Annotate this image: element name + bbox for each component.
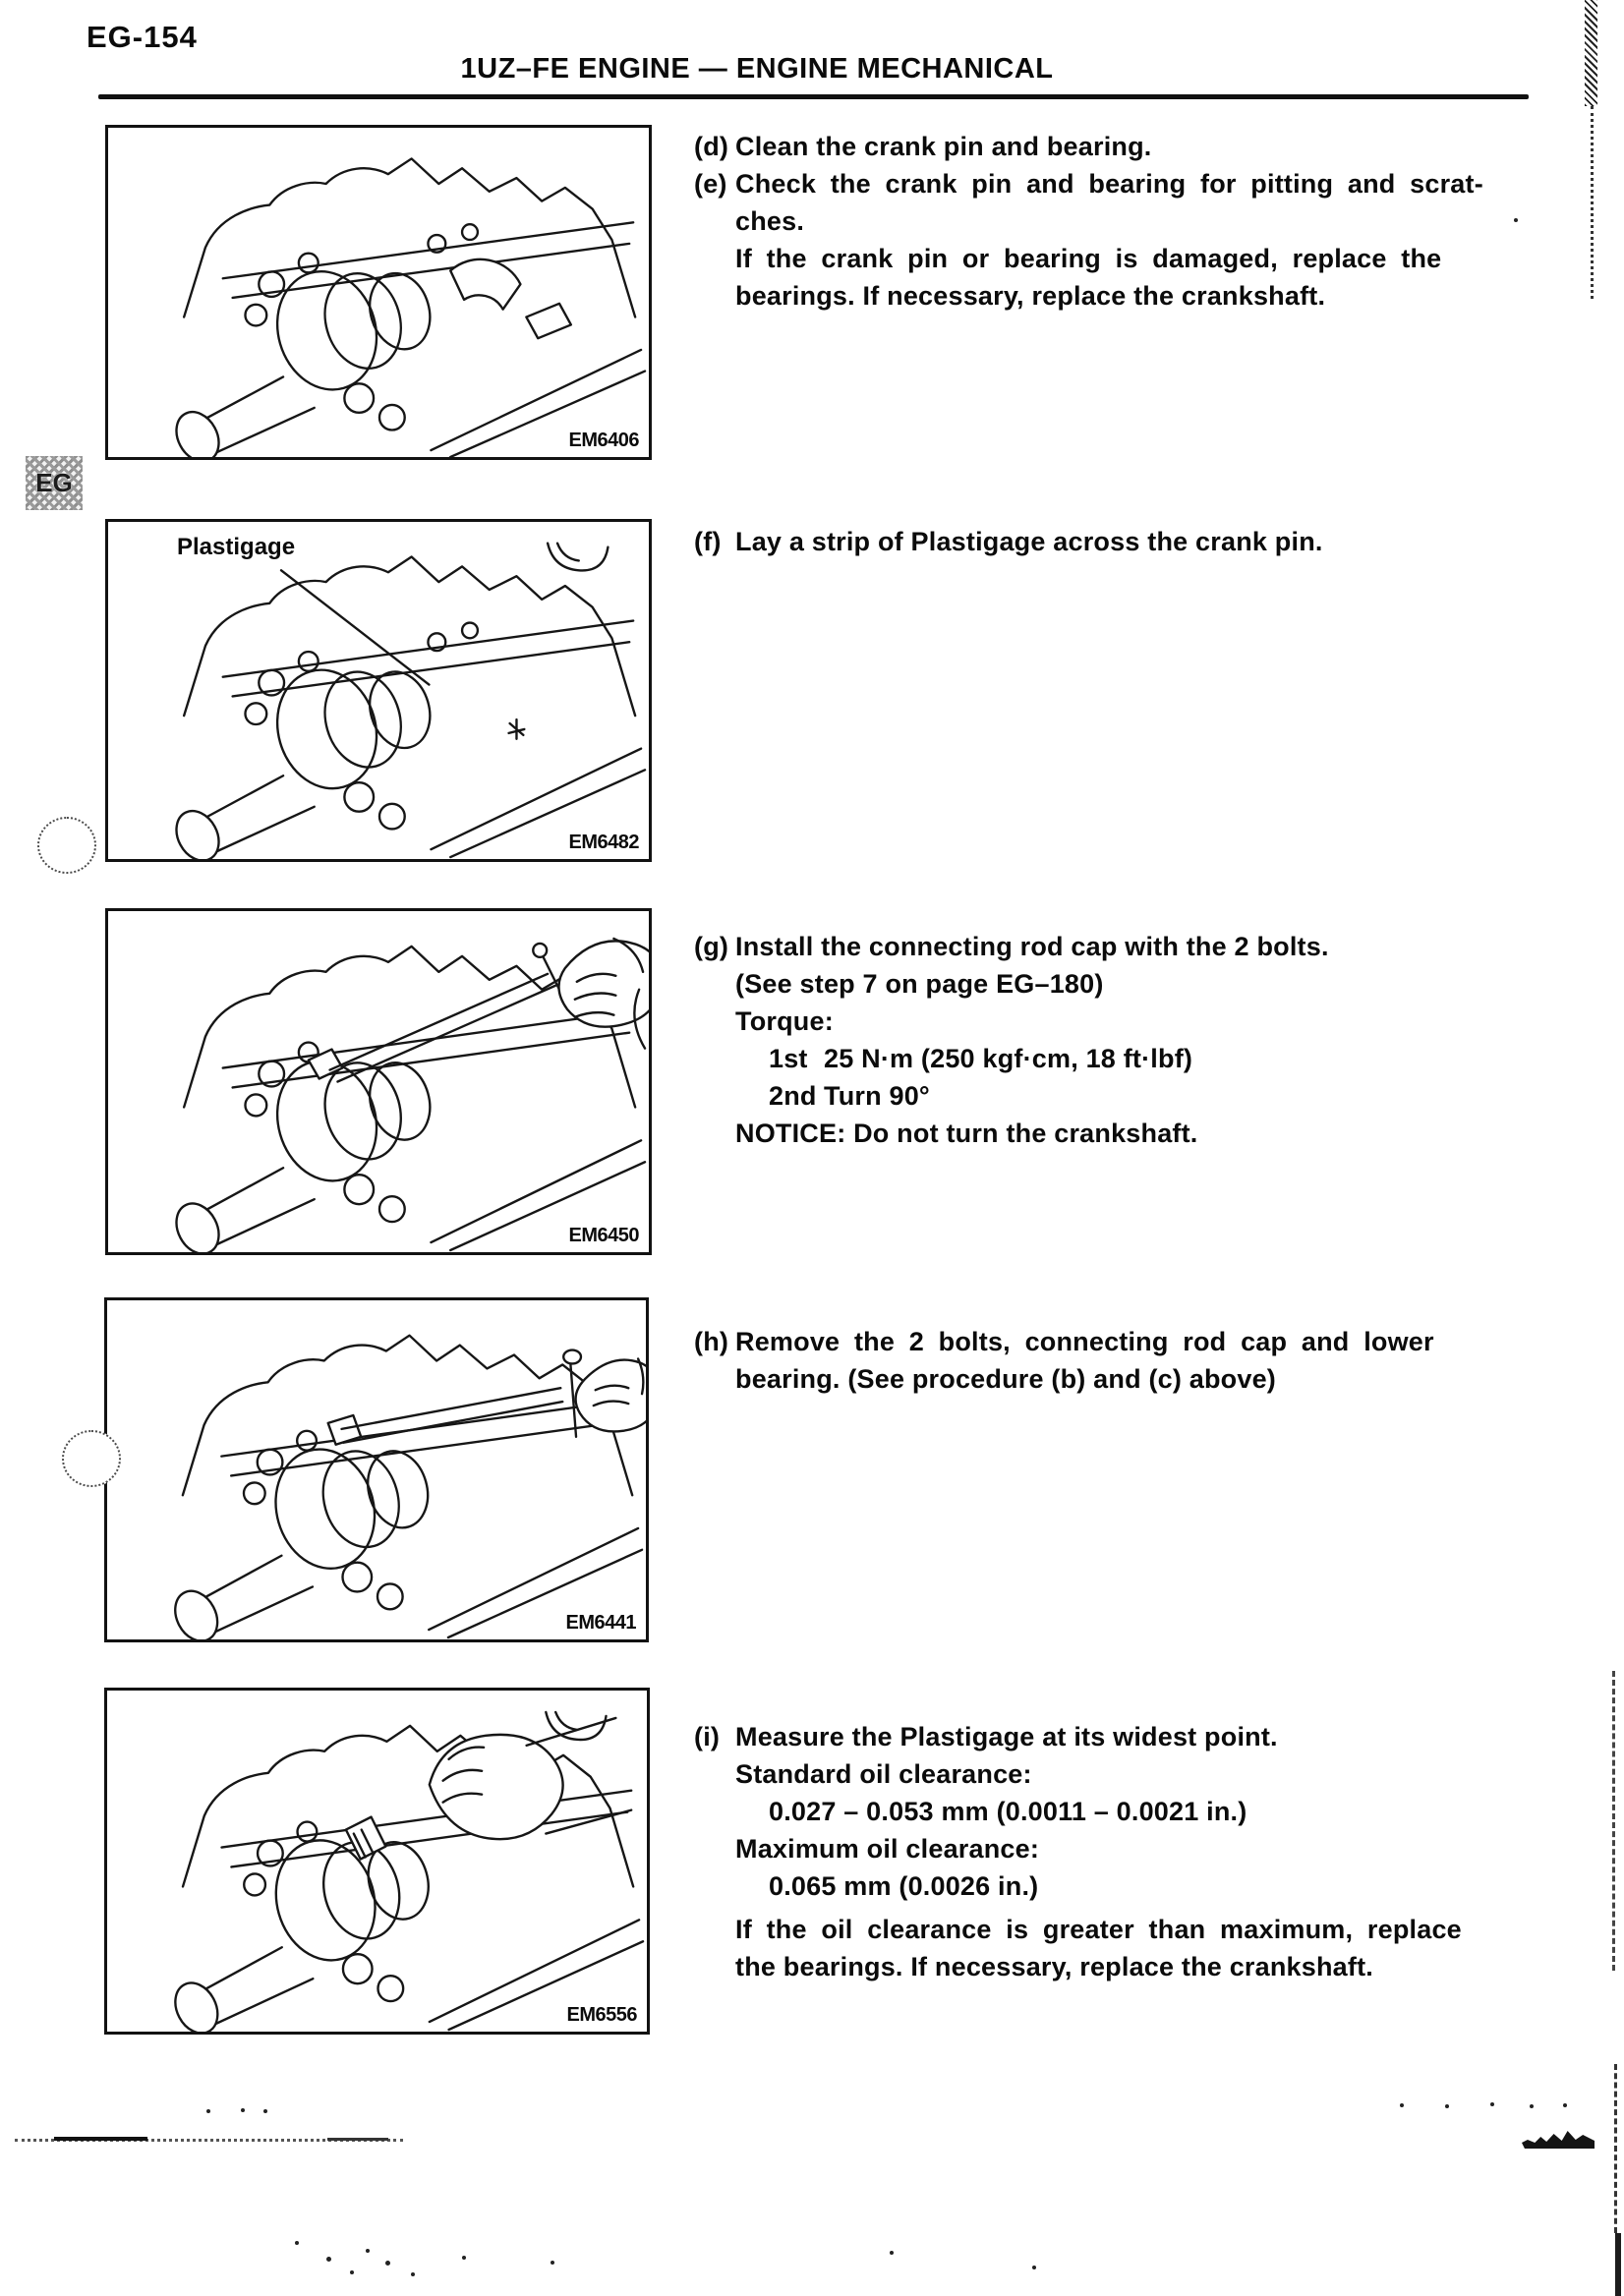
- scan-speck: [326, 2257, 331, 2262]
- figure-box-plastigage-lay: [105, 519, 652, 862]
- header-rule: [98, 94, 1529, 99]
- page-title: 1UZ–FE ENGINE — ENGINE MECHANICAL: [460, 53, 1054, 85]
- step-i-marker: (i): [694, 1722, 721, 1751]
- step-d-line: Clean the crank pin and bearing.: [735, 132, 1152, 161]
- scan-speck: [411, 2272, 415, 2276]
- plastigage-annotation: Plastigage: [177, 534, 296, 560]
- scan-speck: [1032, 2266, 1036, 2269]
- engine-socket-wrench-illustration: [107, 1300, 646, 1639]
- step-d: [694, 128, 1532, 165]
- step-g-line: Install the connecting rod cap with the 2 bolts.: [735, 932, 1329, 961]
- scan-smudge: [1522, 2129, 1595, 2149]
- step-h-marker: (h): [694, 1327, 729, 1356]
- torque-value: Turn 90°: [824, 1081, 930, 1111]
- engine-crankshaft-illustration: [108, 128, 649, 457]
- step-d-marker: (d): [694, 132, 729, 161]
- spec-value: 0.027 – 0.053 mm (0.0011 – 0.0021 in.): [769, 1797, 1247, 1826]
- hole-punch-mark: [62, 1430, 121, 1487]
- torque-row: [769, 1040, 1532, 1077]
- figure-box-crank-pin-clean: [105, 125, 652, 460]
- engine-plastigage-illustration: [108, 522, 649, 859]
- step-e-line: bearings. If necessary, replace the crankshaft.: [735, 281, 1326, 311]
- scan-speck: [295, 2241, 299, 2245]
- page-number: EG-154: [87, 20, 198, 54]
- scan-speck: [263, 2109, 267, 2113]
- scan-speck: [241, 2108, 245, 2112]
- scan-dotted-line: [327, 2138, 388, 2141]
- step-h: [694, 1323, 1532, 1398]
- figure-code: EM6450: [568, 1225, 639, 1246]
- scan-dotted-line: [54, 2137, 147, 2141]
- torque-value: 25 N·m (250 kgf·cm, 18 ft·lbf): [824, 1044, 1193, 1073]
- notice-line: NOTICE: Do not turn the crankshaft.: [735, 1119, 1198, 1148]
- scan-edge-artifact: [1585, 0, 1597, 106]
- step-e-line: ches.: [735, 206, 805, 236]
- step-i-line: Measure the Plastigage at its widest point.: [735, 1722, 1278, 1751]
- step-g: [694, 928, 1532, 1152]
- figure-code: EM6482: [568, 832, 639, 853]
- spec-label: Maximum oil clearance:: [735, 1834, 1040, 1864]
- scan-edge-artifact: [1614, 2064, 1617, 2233]
- scan-speck: [890, 2251, 894, 2255]
- scan-speck: [206, 2109, 210, 2113]
- scan-edge-artifact: [1591, 106, 1594, 299]
- engine-measure-hand-illustration: [107, 1691, 647, 2032]
- engine-torque-wrench-illustration: [108, 911, 649, 1252]
- step-i: [694, 1718, 1532, 1985]
- scan-speck: [350, 2270, 354, 2274]
- step-f-marker: (f): [694, 527, 722, 556]
- scan-speck: [366, 2249, 370, 2253]
- figure-box-plastigage-measure: [104, 1688, 650, 2035]
- figure-code: EM6556: [566, 2004, 637, 2026]
- scan-speck: [1400, 2103, 1404, 2107]
- scan-edge-artifact: [1615, 2233, 1621, 2296]
- step-e-marker: (e): [694, 169, 727, 199]
- scan-speck: [1445, 2104, 1449, 2108]
- scan-speck: [551, 2261, 554, 2265]
- torque-step: 2nd: [769, 1081, 817, 1111]
- spec-label: Standard oil clearance:: [735, 1759, 1032, 1789]
- step-f-line: Lay a strip of Plastigage across the crank pin.: [735, 527, 1323, 556]
- scan-edge-artifact: [1612, 1671, 1615, 1971]
- figure-box-rod-cap-install: [105, 908, 652, 1255]
- step-e-line: Check the crank pin and bearing for pitting and scrat-: [735, 169, 1483, 199]
- torque-row: [769, 1077, 1532, 1115]
- step-e-line: If the crank pin or bearing is damaged, replace the: [735, 244, 1442, 273]
- step-f: [694, 523, 1532, 560]
- section-tab: EG: [26, 456, 83, 510]
- step-e: [694, 165, 1532, 315]
- hole-punch-mark: [37, 817, 96, 874]
- spec-value: 0.065 mm (0.0026 in.): [769, 1871, 1039, 1901]
- scan-speck: [1530, 2104, 1534, 2108]
- scan-speck: [1563, 2103, 1567, 2107]
- figure-code: EM6406: [568, 430, 639, 451]
- scan-speck: [462, 2256, 466, 2260]
- figure-code: EM6441: [565, 1612, 636, 1634]
- torque-label: Torque:: [735, 1006, 834, 1036]
- step-h-line: Remove the 2 bolts, connecting rod cap and lower: [735, 1327, 1434, 1356]
- step-g-marker: (g): [694, 932, 729, 961]
- figure-box-rod-cap-remove: [104, 1297, 649, 1642]
- step-i-line: the bearings. If necessary, replace the crankshaft.: [735, 1952, 1373, 1981]
- scan-speck: [1490, 2102, 1494, 2106]
- step-g-line: (See step 7 on page EG–180): [735, 969, 1104, 999]
- torque-step: 1st: [769, 1044, 808, 1073]
- scan-speck: [1514, 218, 1518, 222]
- step-i-line: If the oil clearance is greater than maximum, replace: [735, 1915, 1462, 1944]
- scan-speck: [385, 2261, 390, 2266]
- step-h-line: bearing. (See procedure (b) and (c) above): [735, 1364, 1276, 1394]
